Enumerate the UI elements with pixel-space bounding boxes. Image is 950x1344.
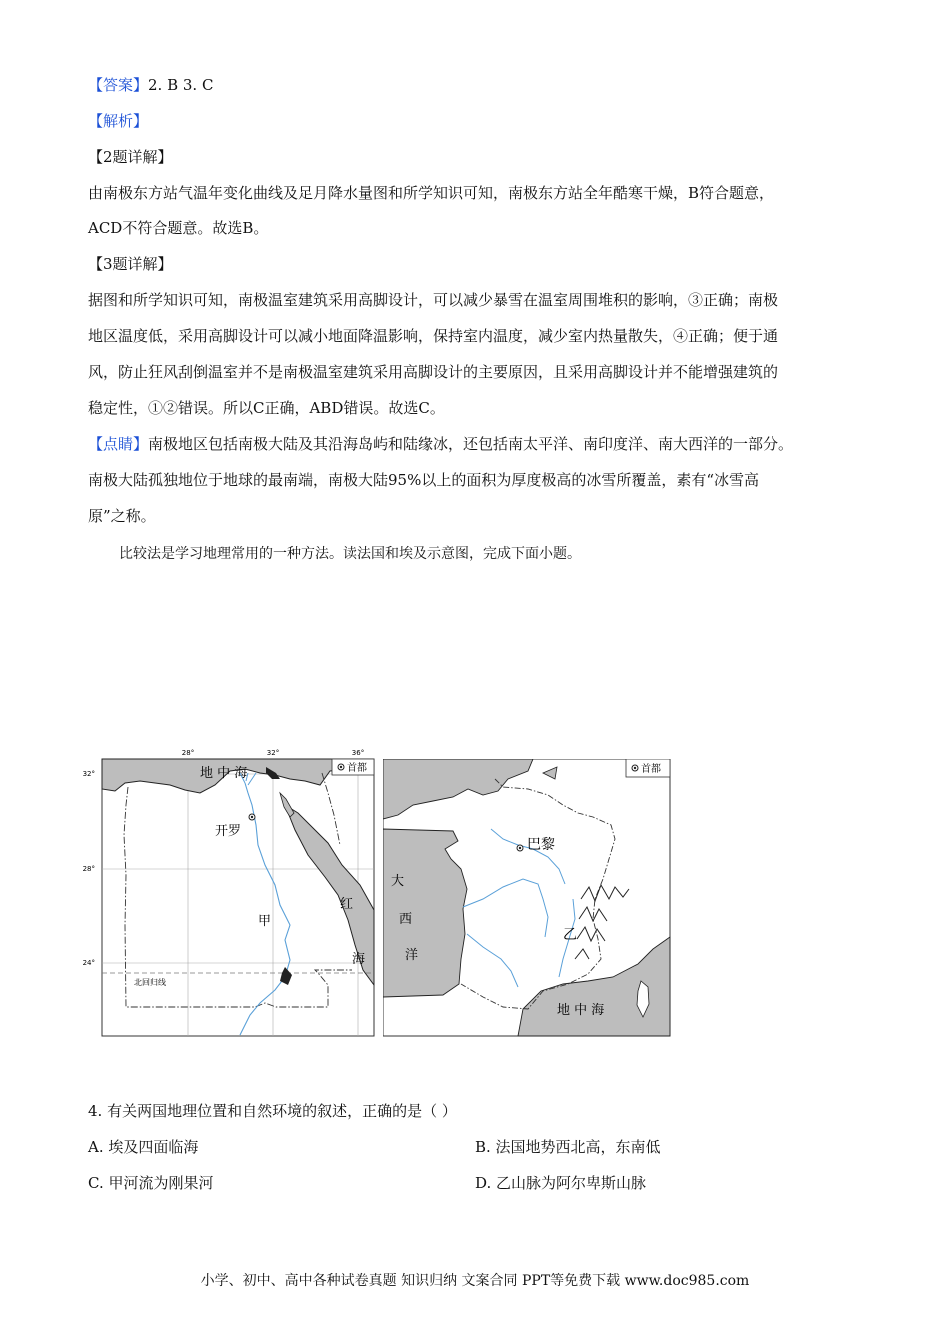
q2-heading: 【2题详解】	[88, 148, 173, 166]
page-footer: 小学、初中、高中各种试卷真题 知识归纳 文案合同 PPT等免费下载 www.doc985.com	[200, 1273, 750, 1289]
option-a[interactable]: A. 埃及四面临海	[88, 1138, 199, 1156]
option-d[interactable]: D. 乙山脉为阿尔卑斯山脉	[475, 1174, 647, 1192]
tip-text: 南极地区包括南极大陆及其沿海岛屿和陆缘冰，还包括南太平洋、南印度洋、南大西洋的一部分。	[148, 435, 794, 453]
analysis-tag: 【解析】	[88, 112, 149, 130]
paris-dot	[519, 847, 521, 849]
legend-label: 首都	[347, 763, 367, 774]
mediterranean-label: 地 中 海	[557, 1003, 605, 1018]
question-stem: 4. 有关两国地理位置和自然环境的叙述，正确的是（ ）	[88, 1102, 457, 1120]
tip-line: 原”之称。	[88, 507, 156, 525]
intro-text: 比较法是学习地理常用的一种方法。读法国和埃及示意图，完成下面小题。	[119, 546, 581, 562]
france-map	[383, 759, 673, 1037]
q3-line: 据图和所学知识可知，南极温室建筑采用高脚设计，可以减少暴雪在温室周围堆积的影响，③正确；南极	[88, 291, 779, 309]
option-b[interactable]: B. 法国地势西北高，东南低	[475, 1138, 661, 1156]
lat-label: 32°	[82, 770, 95, 778]
answer-line	[88, 74, 213, 96]
q3-heading: 【3题详解】	[88, 255, 173, 273]
tip-line	[88, 433, 793, 455]
q2-line: 由南极东方站气温年变化曲线及足月降水量图和所学知识可知，南极东方站全年酷寒干燥，B符合题意，	[88, 184, 775, 202]
answer-text: 2. B 3. C	[148, 76, 214, 94]
q3-line: 风，防止狂风刮倒温室并不是南极温室建筑采用高脚设计的主要原因，且采用高脚设计并不能增强建筑的	[88, 363, 779, 381]
river-jia-label: 甲	[258, 914, 272, 929]
paris-label: 巴黎	[527, 837, 555, 853]
red-sea-label: 海	[352, 952, 366, 967]
option-c[interactable]: C. 甲河流为刚果河	[88, 1174, 214, 1192]
cairo-dot	[251, 816, 253, 818]
atlantic-label: 西	[399, 912, 413, 927]
lat-label: 24°	[82, 959, 95, 967]
lon-label: 32°	[266, 749, 280, 757]
q3-line: 稳定性，①②错误。所以C正确，ABD错误。故选C。	[88, 399, 445, 417]
q3-line: 地区温度低，采用高脚设计可以减小地面降温影响，保持室内温度，减少室内热量散失，④正确；便于通	[88, 327, 779, 345]
cairo-label: 开罗	[215, 824, 242, 839]
lon-label: 36°	[351, 749, 365, 757]
atlantic-label: 洋	[405, 948, 419, 963]
lon-label: 28°	[181, 749, 195, 757]
red-sea-label: 红	[340, 897, 354, 912]
atlantic-label: 大	[391, 874, 405, 889]
tip-line: 南极大陆孤独地位于地球的最南端，南极大陆95%以上的面积为厚度极高的冰雪所覆盖，素有“冰雪高	[88, 471, 760, 489]
tip-tag: 【点睛】	[88, 435, 149, 453]
legend-capital-dot	[634, 767, 636, 769]
mediterranean-label: 地 中 海	[200, 766, 248, 781]
legend-capital-dot	[340, 766, 342, 768]
egypt-map	[80, 745, 380, 1040]
q2-line: ACD不符合题意。故选B。	[88, 219, 269, 237]
answer-tag: 【答案】	[88, 76, 149, 94]
tropic-label: 北回归线	[134, 978, 166, 987]
mountain-yi-label: 乙	[563, 927, 577, 943]
lat-label: 28°	[82, 865, 95, 873]
legend-label: 首都	[641, 764, 661, 775]
